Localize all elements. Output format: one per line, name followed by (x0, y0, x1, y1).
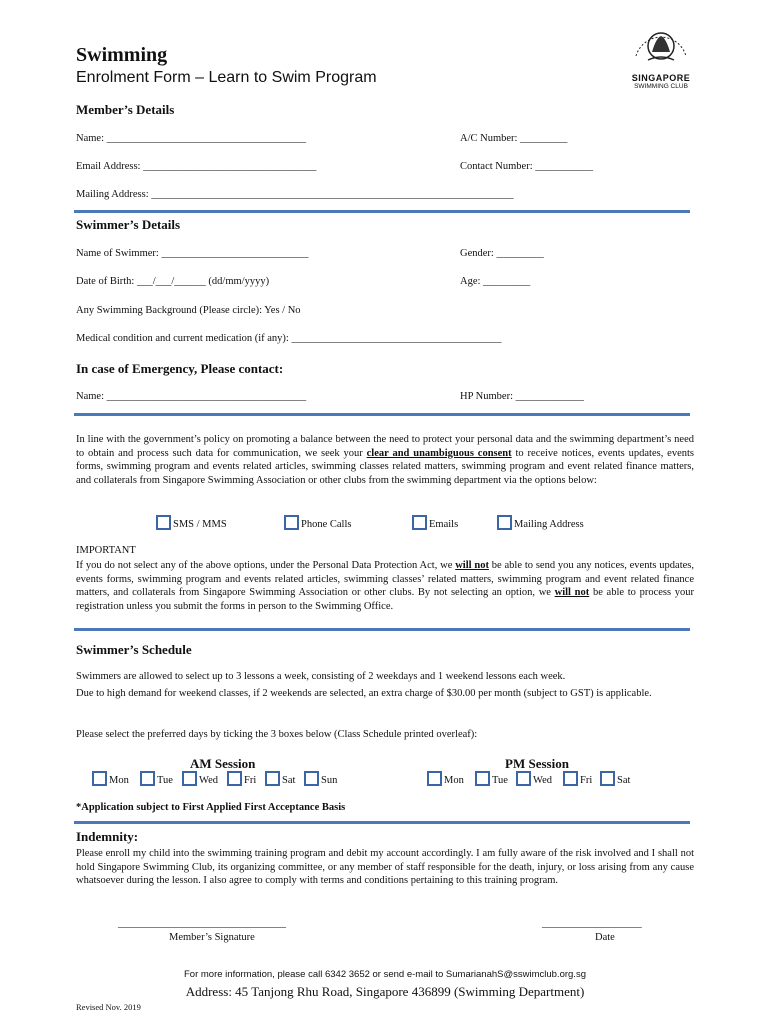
checkbox[interactable] (427, 771, 442, 786)
date-line[interactable]: ___________________ (542, 918, 642, 929)
am-session-label: AM Session (190, 756, 256, 771)
ac-number-field[interactable]: A/C Number: _________ (460, 133, 568, 144)
mailing-address-field[interactable]: Mailing Address: _____________________________________________________________________ (76, 189, 514, 200)
contact-number-field[interactable]: Contact Number: ___________ (460, 161, 593, 172)
form-subtitle: Enrolment Form – Learn to Swim Program (76, 69, 377, 86)
day-label: Sat (282, 775, 296, 786)
member-name-field[interactable]: Name: ______________________________________ (76, 133, 307, 144)
checkbox[interactable] (140, 771, 155, 786)
day-label: Sat (617, 775, 631, 786)
schedule-heading: Swimmer’s Schedule (76, 642, 192, 657)
email-field[interactable]: Email Address: _________________________________ (76, 161, 317, 172)
important-paragraph (76, 559, 694, 613)
checkbox[interactable] (265, 771, 280, 786)
swimming-background-field[interactable]: Any Swimming Background (Please circle): Yes / No (76, 305, 301, 316)
checkbox[interactable] (516, 771, 531, 786)
am-day-mon[interactable] (92, 771, 129, 786)
day-label: Tue (492, 775, 508, 786)
pm-day-fri[interactable] (563, 771, 592, 786)
am-day-tue[interactable] (140, 771, 173, 786)
day-label: Fri (244, 775, 257, 786)
checkbox[interactable] (227, 771, 242, 786)
consent-emphasis: clear and unambiguous consent (366, 447, 512, 459)
important-heading: IMPORTANT (76, 545, 136, 556)
option-emails[interactable] (412, 515, 458, 530)
pm-day-sat[interactable] (600, 771, 630, 786)
club-logo (628, 16, 694, 88)
day-label: Sun (321, 775, 338, 786)
member-heading: Member’s Details (76, 102, 175, 117)
option-mailing-address[interactable] (497, 515, 584, 530)
divider (74, 628, 690, 631)
pm-day-wed[interactable] (516, 771, 552, 786)
divider (74, 821, 690, 824)
date-label: Date (595, 932, 615, 943)
checkbox[interactable] (600, 771, 615, 786)
emergency-heading: In case of Emergency, Please contact: (76, 361, 284, 376)
indemnity-heading: Indemnity: (76, 829, 139, 844)
footer-info: For more information, please call 6342 3652 or send e-mail to SumarianahS@sswimclub.org.sg (184, 969, 586, 980)
schedule-rule-1: Swimmers are allowed to select up to 3 lessons a week, consisting of 2 weekdays and 1 weekend lessons each week. (76, 671, 566, 682)
divider (74, 413, 690, 416)
consent-text-before: In line with the government’s policy on promoting a balance between the need to protect your personal data and the swimming department’s need to obtain and process such data for communication, we seek your (76, 434, 694, 459)
dob-field[interactable]: Date of Birth: ___/___/______ (dd/mm/yyyy) (76, 276, 270, 287)
checkbox[interactable] (182, 771, 197, 786)
am-day-fri[interactable] (227, 771, 256, 786)
checkbox[interactable] (412, 515, 427, 530)
important-text-3: be able to process your registration unless you submit the forms in person to the Swimming Office. (76, 587, 694, 612)
option-label: Phone Calls (301, 519, 352, 530)
checkbox[interactable] (497, 515, 512, 530)
swimmer-name-field[interactable]: Name of Swimmer: ____________________________ (76, 248, 309, 259)
pm-day-tue[interactable] (475, 771, 508, 786)
pm-session-label: PM Session (505, 756, 569, 771)
consent-paragraph (76, 433, 694, 487)
am-day-wed[interactable] (182, 771, 218, 786)
emergency-name-field[interactable]: Name: ______________________________________ (76, 391, 307, 402)
club-emblem-icon (628, 16, 694, 68)
checkbox[interactable] (563, 771, 578, 786)
day-label: Mon (444, 775, 464, 786)
schedule-instruction: Please select the preferred days by ticking the 3 boxes below (Class Schedule printed overleaf): (76, 729, 478, 740)
day-label: Mon (109, 775, 129, 786)
option-sms[interactable] (156, 515, 227, 530)
schedule-note: *Application subject to First Applied First Acceptance Basis (76, 802, 346, 813)
swimmer-heading: Swimmer’s Details (76, 217, 181, 232)
medical-condition-field[interactable]: Medical condition and current medication (if any): ________________________________________ (76, 333, 502, 344)
checkbox[interactable] (92, 771, 107, 786)
pm-day-mon[interactable] (427, 771, 464, 786)
gender-field[interactable]: Gender: _________ (460, 248, 544, 259)
important-text-1: If you do not select any of the above options, under the Personal Data Protection Act, we (76, 560, 456, 571)
important-text-2: be able to send you any notices, events updates, events forms, swimming program and events related articles, swimming classes’ related matters, swimming program and event related finance matters, and collaterals from Singapore Swimming Association or other clubs. By not selecting an option, we (76, 560, 694, 598)
checkbox[interactable] (475, 771, 490, 786)
am-day-sun[interactable] (304, 771, 337, 786)
logo-line2: SWIMMING CLUB (634, 83, 688, 90)
option-label: Mailing Address (514, 519, 584, 530)
schedule-rule-2: Due to high demand for weekend classes, if 2 weekends are selected, an extra charge of $30.00 per month (subject to GST) is applicable. (76, 688, 652, 699)
day-label: Wed (199, 775, 218, 786)
footer-address: Address: 45 Tanjong Rhu Road, Singapore 436899 (Swimming Department) (185, 984, 585, 999)
important-emphasis-2: will not (554, 587, 590, 598)
revised-date: Revised Nov. 2019 (76, 1002, 141, 1012)
day-label: Wed (533, 775, 552, 786)
divider (74, 210, 690, 213)
am-day-sat[interactable] (265, 771, 295, 786)
signature-line[interactable]: ________________________________ (118, 918, 286, 929)
checkbox[interactable] (304, 771, 319, 786)
day-label: Tue (157, 775, 173, 786)
option-label: Emails (429, 519, 459, 530)
important-emphasis-1: will not (455, 560, 489, 571)
hp-number-field[interactable]: HP Number: _____________ (460, 391, 584, 402)
day-label: Fri (580, 775, 593, 786)
age-field[interactable]: Age: _________ (460, 276, 531, 287)
checkbox[interactable] (156, 515, 171, 530)
indemnity-paragraph: Please enroll my child into the swimming training program and debit my account accordingly. I am fully aware of the risk involved and I shall not hold Singapore Swimming Club, its organizing committee, or any member of staff responsible for the death, injury, or loss arising from any cause whatsoever during the lesson. I also agree to comply with terms and conditions pertaining to this training program. (76, 848, 694, 886)
checkbox[interactable] (284, 515, 299, 530)
signature-label: Member’s Signature (169, 932, 255, 943)
option-phone-calls[interactable] (284, 515, 351, 530)
consent-text-after: to receive notices, events updates, events forms, swimming program and events related articles, swimming classes related matters, swimming program and event related finance matters, and collaterals from Singapore Swimming Association or other clubs from the swimming department via the options below: (76, 447, 695, 486)
form-title: Swimming (76, 44, 168, 66)
option-label: SMS / MMS (173, 519, 227, 530)
logo-line1: SINGAPORE (631, 73, 691, 83)
